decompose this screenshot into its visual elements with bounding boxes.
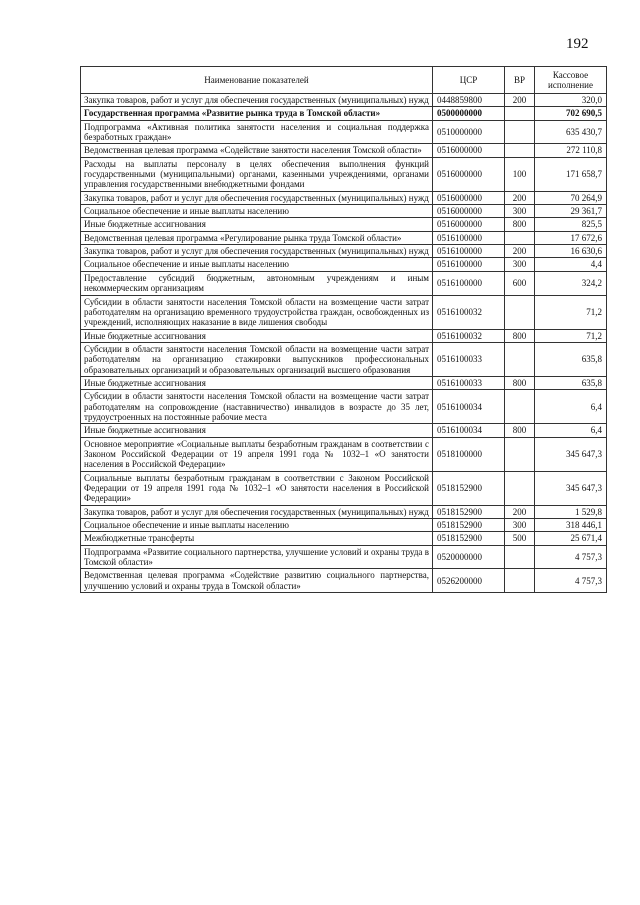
page-number: 192 (566, 36, 589, 52)
row-csr: 0510000000 (433, 120, 505, 144)
row-amount: 6,4 (535, 390, 607, 424)
table-row (81, 157, 607, 191)
row-csr: 0448859800 (433, 94, 505, 107)
row-name: Ведомственная целевая программа «Содействие развитию социального партнерства, улучшению условий и охраны труда в Томской области» (81, 569, 433, 593)
row-name: Закупка товаров, работ и услуг для обеспечения государственных (муниципальных) нужд (81, 191, 433, 204)
row-vr: 300 (505, 519, 535, 532)
table-row (81, 390, 607, 424)
row-csr: 0520000000 (433, 545, 505, 569)
row-amount: 171 658,7 (535, 157, 607, 191)
row-amount: 4,4 (535, 258, 607, 271)
row-csr: 0516000000 (433, 144, 505, 157)
row-amount: 71,2 (535, 329, 607, 342)
row-csr: 0516000000 (433, 191, 505, 204)
row-amount: 272 110,8 (535, 144, 607, 157)
row-csr: 0516100000 (433, 258, 505, 271)
table-row (81, 218, 607, 231)
row-amount: 345 647,3 (535, 437, 607, 471)
row-vr: 200 (505, 94, 535, 107)
row-name: Подпрограмма «Активная политика занятости населения и социальная поддержка безработных граждан» (81, 120, 433, 144)
row-name: Субсидии в области занятости населения Томской области на возмещение части затрат работодателям на организацию временного трудоустройства граждан, освобожденных из учреждений, исполняющих наказание в виде лишения свободы (81, 295, 433, 329)
row-vr: 200 (505, 245, 535, 258)
row-name: Расходы на выплаты персоналу в целях обеспечения выполнения функций государственными (муниципальными) органами, казенными учреждениями, органами управления государственными внебюджетными фондами (81, 157, 433, 191)
row-csr: 0526200000 (433, 569, 505, 593)
row-amount: 324,2 (535, 271, 607, 295)
table-row (81, 271, 607, 295)
row-csr: 0516100032 (433, 329, 505, 342)
row-vr: 800 (505, 424, 535, 437)
row-vr: 800 (505, 218, 535, 231)
header-name: Наименование показателей (81, 67, 433, 94)
row-amount: 17 672,6 (535, 231, 607, 244)
row-name: Ведомственная целевая программа «Регулирование рынка труда Томской области» (81, 231, 433, 244)
row-csr: 0500000000 (433, 107, 505, 120)
row-csr: 0518152900 (433, 505, 505, 518)
table-row (81, 505, 607, 518)
row-amount: 635 430,7 (535, 120, 607, 144)
table-row (81, 295, 607, 329)
row-vr (505, 120, 535, 144)
row-vr: 300 (505, 205, 535, 218)
row-vr: 600 (505, 271, 535, 295)
row-amount: 70 264,9 (535, 191, 607, 204)
row-amount: 635,8 (535, 376, 607, 389)
row-amount: 825,5 (535, 218, 607, 231)
row-amount: 635,8 (535, 342, 607, 376)
row-csr: 0516100033 (433, 342, 505, 376)
row-vr (505, 295, 535, 329)
row-csr: 0516100034 (433, 424, 505, 437)
row-amount: 71,2 (535, 295, 607, 329)
row-name: Иные бюджетные ассигнования (81, 424, 433, 437)
row-csr: 0516000000 (433, 218, 505, 231)
table-row (81, 191, 607, 204)
row-vr: 100 (505, 157, 535, 191)
row-csr: 0516100000 (433, 271, 505, 295)
row-vr (505, 545, 535, 569)
row-vr (505, 569, 535, 593)
row-name: Предоставление субсидий бюджетным, автономным учреждениям и иным некоммерческим организациям (81, 271, 433, 295)
table-row (81, 245, 607, 258)
row-name: Закупка товаров, работ и услуг для обеспечения государственных (муниципальных) нужд (81, 505, 433, 518)
row-vr (505, 144, 535, 157)
row-csr: 0516100000 (433, 231, 505, 244)
row-vr: 500 (505, 532, 535, 545)
row-amount: 345 647,3 (535, 471, 607, 505)
row-name: Субсидии в области занятости населения Томской области на возмещение части затрат работодателям на сопровождение (наставничество) инвалидов в возрасте до 35 лет, трудоустроенных на постоянные рабочие места (81, 390, 433, 424)
row-name: Социальные выплаты безработным гражданам в соответствии с Законом Российской Федерации от 19 апреля 1991 года № 1032–1 «О занятости населения в Российской Федерации» (81, 471, 433, 505)
row-csr: 0516100032 (433, 295, 505, 329)
row-name: Субсидии в области занятости населения Томской области на возмещение части затрат работодателям на организацию стажировки выпускников профессиональных образовательных организаций и образовательных организаций высшего образования (81, 342, 433, 376)
row-vr: 800 (505, 329, 535, 342)
row-name: Закупка товаров, работ и услуг для обеспечения государственных (муниципальных) нужд (81, 94, 433, 107)
header-vr: ВР (505, 67, 535, 94)
row-csr: 0518152900 (433, 532, 505, 545)
row-vr: 300 (505, 258, 535, 271)
header-amount: Кассовое исполнение (535, 67, 607, 94)
row-amount: 1 529,8 (535, 505, 607, 518)
row-amount: 6,4 (535, 424, 607, 437)
row-csr: 0518100000 (433, 437, 505, 471)
table-row (81, 231, 607, 244)
row-vr (505, 390, 535, 424)
row-name: Иные бюджетные ассигнования (81, 218, 433, 231)
row-name: Иные бюджетные ассигнования (81, 376, 433, 389)
row-vr (505, 437, 535, 471)
row-name: Иные бюджетные ассигнования (81, 329, 433, 342)
row-name: Закупка товаров, работ и услуг для обеспечения государственных (муниципальных) нужд (81, 245, 433, 258)
row-csr: 0518152900 (433, 471, 505, 505)
row-csr: 0516000000 (433, 157, 505, 191)
table-row (81, 205, 607, 218)
header-csr: ЦСР (433, 67, 505, 94)
table-row (81, 107, 607, 120)
table-row (81, 437, 607, 471)
row-amount: 320,0 (535, 94, 607, 107)
row-amount: 4 757,3 (535, 569, 607, 593)
row-vr (505, 231, 535, 244)
row-csr: 0516000000 (433, 205, 505, 218)
row-name: Ведомственная целевая программа «Содействие занятости населения Томской области» (81, 144, 433, 157)
row-amount: 318 446,1 (535, 519, 607, 532)
row-vr: 200 (505, 191, 535, 204)
table-header-row (81, 67, 607, 94)
table-row (81, 329, 607, 342)
table-row (81, 424, 607, 437)
row-vr (505, 471, 535, 505)
row-csr: 0516100000 (433, 245, 505, 258)
table-row (81, 144, 607, 157)
table-row (81, 342, 607, 376)
row-vr: 800 (505, 376, 535, 389)
row-name: Социальное обеспечение и иные выплаты населению (81, 519, 433, 532)
table-row (81, 569, 607, 593)
row-vr (505, 342, 535, 376)
table-row (81, 94, 607, 107)
row-vr: 200 (505, 505, 535, 518)
row-amount: 16 630,6 (535, 245, 607, 258)
table-row (81, 258, 607, 271)
row-vr (505, 107, 535, 120)
budget-table (80, 66, 607, 593)
row-name: Основное мероприятие «Социальные выплаты безработным гражданам в соответствии с Законом Российской Федерации от 19 апреля 1991 года № 1032–1 «О занятости населения в Российской Федерации» (81, 437, 433, 471)
table-row (81, 376, 607, 389)
row-amount: 4 757,3 (535, 545, 607, 569)
table-row (81, 545, 607, 569)
row-name: Социальное обеспечение и иные выплаты населению (81, 258, 433, 271)
row-csr: 0518152900 (433, 519, 505, 532)
table-row (81, 519, 607, 532)
row-name: Межбюджетные трансферты (81, 532, 433, 545)
row-csr: 0516100034 (433, 390, 505, 424)
row-csr: 0516100033 (433, 376, 505, 389)
row-name: Государственная программа «Развитие рынка труда в Томской области» (81, 107, 433, 120)
row-amount: 25 671,4 (535, 532, 607, 545)
table-row (81, 471, 607, 505)
row-amount: 29 361,7 (535, 205, 607, 218)
row-name: Подпрограмма «Развитие социального партнерства, улучшение условий и охраны труда в Томской области» (81, 545, 433, 569)
row-amount: 702 690,5 (535, 107, 607, 120)
row-name: Социальное обеспечение и иные выплаты населению (81, 205, 433, 218)
table-row (81, 532, 607, 545)
table-row (81, 120, 607, 144)
